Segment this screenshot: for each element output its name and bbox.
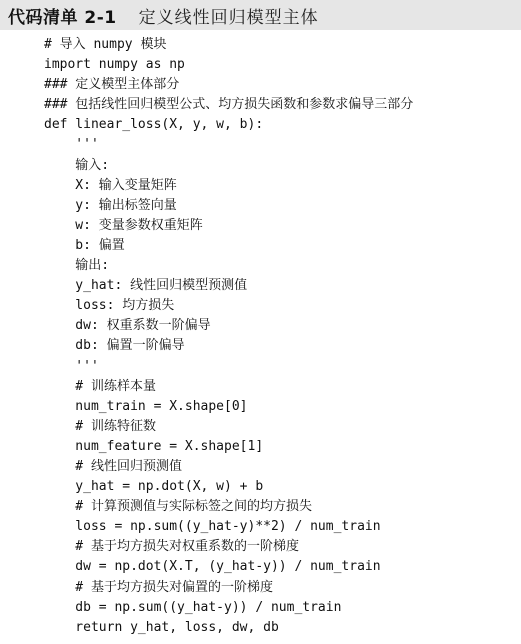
code-line: dw = np.dot(X.T, (y_hat-y)) / num_train xyxy=(44,559,381,575)
code-line: ''' xyxy=(44,358,99,374)
code-line: ### 定义模型主体部分 xyxy=(44,77,180,93)
code-line: num_train = X.shape[0] xyxy=(44,398,248,414)
code-line: w: 变量参数权重矩阵 xyxy=(44,217,203,233)
code-line: return y_hat, loss, dw, db xyxy=(44,619,279,635)
code-line: X: 输入变量矩阵 xyxy=(44,177,177,193)
code-line: y_hat = np.dot(X, w) + b xyxy=(44,479,264,495)
code-line: y_hat: 线性回归模型预测值 xyxy=(44,278,248,294)
code-line: ### 包括线性回归模型公式、均方损失函数和参数求偏导三部分 xyxy=(44,97,414,113)
code-line: import numpy as np xyxy=(44,57,185,73)
code-line: 输出: xyxy=(44,258,110,274)
code-line: db = np.sum((y_hat-y)) / num_train xyxy=(44,599,342,615)
listing-number: 代码清单 2-1 xyxy=(8,7,117,28)
code-block xyxy=(44,35,514,638)
code-line: # 导入 numpy 模块 xyxy=(44,37,167,52)
code-line: # 训练特征数 xyxy=(44,418,156,434)
code-line: # 基于均方损失对偏置的一阶梯度 xyxy=(44,579,273,595)
code-line: # 线性回归预测值 xyxy=(44,458,182,474)
code-line: db: 偏置一阶偏导 xyxy=(44,338,185,354)
code-line: ''' xyxy=(44,137,99,153)
code-line: num_feature = X.shape[1] xyxy=(44,438,264,454)
code-line: # 基于均方损失对权重系数的一阶梯度 xyxy=(44,539,299,555)
code-line: loss = np.sum((y_hat-y)**2) / num_train xyxy=(44,519,381,535)
code-line: # 训练样本量 xyxy=(44,378,156,394)
code-line: # 计算预测值与实际标签之间的均方损失 xyxy=(44,499,312,515)
code-line: def linear_loss(X, y, w, b): xyxy=(44,117,264,133)
code-line: b: 偏置 xyxy=(44,237,125,253)
listing-title: 定义线性回归模型主体 xyxy=(138,7,319,28)
listing-title-bar xyxy=(0,0,521,30)
code-line: loss: 均方损失 xyxy=(44,298,175,314)
code-line: dw: 权重系数一阶偏导 xyxy=(44,318,211,334)
code-line: y: 输出标签向量 xyxy=(44,197,177,213)
code-line: 输入: xyxy=(44,157,110,173)
